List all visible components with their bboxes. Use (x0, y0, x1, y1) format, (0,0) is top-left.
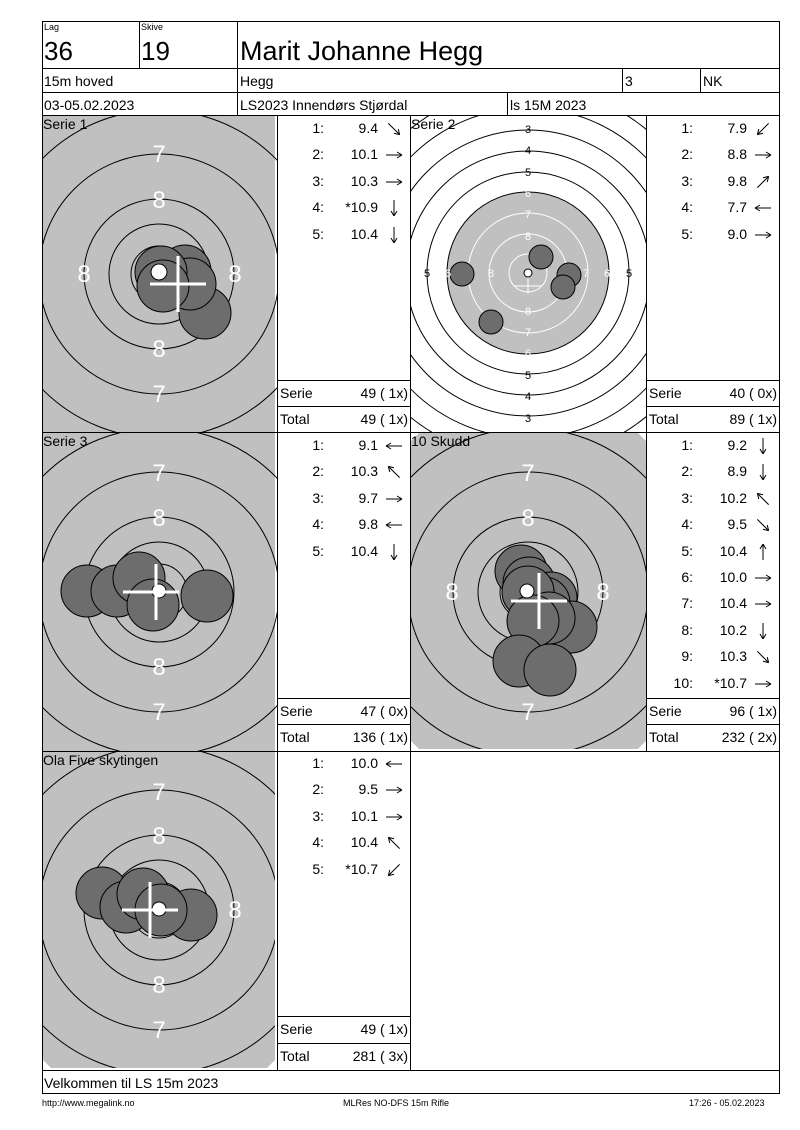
direction-arrow-icon (753, 544, 773, 560)
ring-label-7-bottom: 7 (521, 699, 535, 726)
shot-row (278, 120, 408, 140)
shot-row (647, 490, 777, 510)
shot-score: 9.5 (727, 516, 747, 533)
direction-arrow-icon (384, 147, 404, 163)
direction-arrow-icon (384, 438, 404, 454)
shot-score: 8.9 (727, 463, 747, 480)
total-row (278, 724, 410, 750)
shot-number: 2: (681, 146, 693, 163)
ring-label-7-bottom: 7 (152, 1017, 166, 1044)
ring-label-7-bottom: 7 (152, 699, 166, 726)
ring-label-8-top: 8 (152, 823, 166, 850)
target-serie-1 (43, 116, 277, 432)
shot-number: 3: (312, 172, 324, 189)
nation-code: NK (703, 73, 723, 89)
total-label: Total (649, 411, 679, 427)
target-serie-3-svg (43, 433, 277, 751)
shot-number: 5: (681, 225, 693, 242)
ring-label-6-top: 6 (524, 188, 532, 200)
total-value: 49 ( 1x) (360, 411, 408, 427)
shot-score: 10.1 (350, 807, 378, 824)
target-ola-five (43, 752, 277, 1070)
class-code: 3 (625, 73, 633, 89)
ring-label-4-top: 4 (524, 145, 532, 157)
direction-arrow-icon (384, 491, 404, 507)
total-value: 232 ( 2x) (721, 729, 777, 745)
ring-label-8-top: 8 (152, 187, 166, 214)
shot-score: *10.7 (714, 674, 747, 691)
shot-number: 3: (312, 807, 324, 824)
series-title: Serie 3 (43, 433, 88, 449)
shot-number: 6: (681, 569, 693, 585)
shot-score: 10.4 (350, 542, 378, 559)
shot-score: 10.4 (719, 542, 747, 559)
shot-number: 10: (673, 674, 693, 691)
total-row (278, 1043, 410, 1069)
direction-arrow-icon (753, 200, 773, 216)
footer-url[interactable]: http://www.megalink.no (42, 1098, 135, 1108)
shot-score: 10.4 (719, 595, 747, 612)
direction-arrow-icon (384, 464, 404, 480)
shot-number: 4: (312, 834, 324, 851)
total-row (647, 406, 779, 432)
total-row (278, 406, 410, 432)
ring-label-7-top: 7 (524, 209, 532, 221)
direction-arrow-icon (384, 227, 404, 243)
shot-number: 1: (681, 437, 693, 453)
total-row (647, 724, 779, 750)
shot-row (647, 199, 777, 219)
shot-score: 10.3 (350, 172, 378, 189)
direction-arrow-icon (384, 544, 404, 560)
ring-label-8-top: 8 (152, 505, 166, 532)
shot-score: 10.3 (719, 648, 747, 665)
shot-row (647, 463, 777, 483)
lag-value: 36 (44, 36, 73, 66)
class-name: 15m hoved (44, 73, 114, 89)
skive-label: Skive (141, 22, 164, 32)
ring-label-8-right: 8 (228, 261, 242, 288)
serie-label: Serie (280, 385, 313, 401)
shot-row (647, 516, 777, 536)
shot-score: 10.0 (719, 569, 747, 585)
shot-score: 10.3 (350, 463, 378, 480)
shot-number: 5: (312, 542, 324, 559)
serie-row (278, 380, 410, 406)
serie-row (278, 698, 410, 724)
shot-number: 1: (681, 120, 693, 136)
ring-label-8-bottom: 8 (152, 972, 166, 999)
serie-label: Serie (649, 703, 682, 719)
shot-number: 5: (312, 225, 324, 242)
shot-row (278, 808, 408, 828)
shot-number: 3: (681, 172, 693, 189)
shot-score: 9.0 (727, 225, 747, 242)
shot-score: 10.4 (350, 834, 378, 851)
direction-arrow-icon (384, 756, 404, 772)
target-10-skudd (411, 433, 646, 751)
serie-label: Serie (280, 703, 313, 719)
shot-row (278, 543, 408, 563)
shot-score: 10.0 (350, 755, 378, 771)
shot-row (647, 437, 777, 457)
ring-label-5-bottom: 5 (524, 370, 532, 382)
ring-label-8-left: 8 (445, 579, 459, 606)
shot-score: 10.2 (719, 621, 747, 638)
direction-arrow-icon (384, 174, 404, 190)
ring-label-3-bottom: 3 (524, 413, 532, 425)
direction-arrow-icon (753, 676, 773, 692)
event-date: 03-05.02.2023 (44, 97, 135, 113)
serie-value: 49 ( 1x) (360, 1021, 408, 1037)
shot-row (278, 834, 408, 854)
ring-label-7-top: 7 (521, 460, 535, 487)
shot-number: 4: (681, 516, 693, 533)
ring-label-7-right: 7 (582, 268, 590, 280)
total-label: Total (649, 729, 679, 745)
direction-arrow-icon (384, 121, 404, 137)
total-value: 136 ( 1x) (352, 729, 408, 745)
ring-label-8-right: 8 (228, 897, 242, 924)
direction-arrow-icon (753, 491, 773, 507)
target-serie-3 (43, 433, 277, 751)
shot-row (278, 173, 408, 193)
direction-arrow-icon (753, 623, 773, 639)
total-label: Total (280, 729, 310, 745)
serie-value: 40 ( 0x) (729, 385, 777, 401)
shot-score: 9.2 (727, 437, 747, 453)
shot-number: 4: (312, 199, 324, 216)
direction-arrow-icon (384, 809, 404, 825)
shot-row (278, 199, 408, 219)
ring-label-7-bottom: 7 (152, 381, 166, 408)
shot-number: 5: (312, 860, 324, 877)
ring-label-5-top: 5 (524, 167, 532, 179)
ring-label-7-bottom: 7 (524, 327, 532, 339)
shot-score: 9.8 (727, 172, 747, 189)
series-title: Serie 2 (411, 116, 456, 132)
shot-score: 9.7 (358, 489, 378, 506)
shot-row (278, 755, 408, 775)
shot-score: 10.2 (719, 489, 747, 506)
shot-number: 9: (681, 648, 693, 665)
footer-timestamp: 17:26 - 05.02.2023 (689, 1098, 765, 1108)
serie-label: Serie (649, 385, 682, 401)
series-title: Ola Five skytingen (43, 752, 159, 768)
target-serie-2 (411, 116, 646, 432)
shot-row (647, 173, 777, 193)
direction-arrow-icon (384, 782, 404, 798)
shot-row (278, 490, 408, 510)
ring-label-3-top: 3 (524, 124, 532, 136)
shot-number: 4: (312, 516, 324, 533)
ring-label-8-top: 8 (524, 231, 532, 243)
direction-arrow-icon (384, 835, 404, 851)
target-10-skudd-svg (411, 433, 646, 751)
footer-software: MLRes NO-DFS 15m Rifle (343, 1098, 450, 1108)
shot-list-10-skudd (647, 437, 779, 697)
shot-row (647, 569, 777, 589)
shot-score: *10.9 (345, 199, 378, 216)
shot-row (278, 781, 408, 801)
serie-row (647, 698, 779, 724)
shot-number: 4: (681, 199, 693, 216)
total-value: 281 ( 3x) (352, 1048, 408, 1064)
direction-arrow-icon (753, 227, 773, 243)
ring-label-8-top: 8 (521, 505, 535, 532)
event-name: LS2023 Innendørs Stjørdal (240, 97, 408, 113)
direction-arrow-icon (753, 438, 773, 454)
shot-row (278, 437, 408, 457)
serie-value: 47 ( 0x) (360, 703, 408, 719)
ring-label-8-left: 8 (77, 261, 91, 288)
shot-number: 8: (681, 621, 693, 638)
serie-value: 96 ( 1x) (729, 703, 777, 719)
shot-score: 7.7 (727, 199, 747, 216)
shot-list-ola-five (278, 755, 410, 1015)
total-label: Total (280, 1048, 310, 1064)
shot-row (647, 648, 777, 668)
direction-arrow-icon (753, 596, 773, 612)
shot-row (647, 226, 777, 246)
shot-score: 9.1 (358, 437, 378, 453)
shot-list-serie-1 (278, 120, 410, 380)
shot-score: 8.8 (727, 146, 747, 163)
shot-row (278, 861, 408, 881)
series-title: Serie 1 (43, 116, 88, 132)
target-serie-2-svg (411, 116, 646, 432)
direction-arrow-icon (753, 570, 773, 586)
shot-row (647, 675, 777, 695)
shot-score: *10.7 (345, 860, 378, 877)
shot-row (647, 120, 777, 140)
direction-arrow-icon (753, 649, 773, 665)
shot-row (278, 146, 408, 166)
ring-label-8-bottom: 8 (152, 654, 166, 681)
serie-value: 49 ( 1x) (360, 385, 408, 401)
ring-label-5-right: 5 (625, 268, 633, 280)
discipline-name: ls 15M 2023 (510, 97, 587, 113)
target-ola-five-svg (43, 752, 277, 1070)
shot-number: 1: (312, 755, 324, 771)
shot-row (278, 463, 408, 483)
shot-score: 10.4 (350, 225, 378, 242)
shot-row (647, 146, 777, 166)
ring-label-5-left: 5 (423, 268, 431, 280)
series-title: 10 Skudd (411, 433, 471, 449)
shot-number: 2: (681, 463, 693, 480)
shot-row (647, 595, 777, 615)
shot-row (647, 543, 777, 563)
serie-row (647, 380, 779, 406)
ring-label-6-left: 6 (444, 268, 452, 280)
direction-arrow-icon (384, 862, 404, 878)
shot-number: 7: (681, 595, 693, 612)
serie-label: Serie (280, 1021, 313, 1037)
ring-label-7-top: 7 (152, 779, 166, 806)
ring-label-6-bottom: 6 (524, 348, 532, 360)
shot-score: 7.9 (727, 120, 747, 136)
shot-score: 10.1 (350, 146, 378, 163)
shot-number: 2: (312, 463, 324, 480)
ring-label-8-right: 8 (596, 579, 610, 606)
ring-label-4-bottom: 4 (524, 391, 532, 403)
shot-number: 1: (312, 437, 324, 453)
direction-arrow-icon (753, 147, 773, 163)
shot-number: 5: (681, 542, 693, 559)
shot-row (647, 622, 777, 642)
shot-score: 9.5 (358, 781, 378, 798)
direction-arrow-icon (753, 174, 773, 190)
lag-label: Lag (44, 22, 60, 32)
total-value: 89 ( 1x) (729, 411, 777, 427)
ring-label-7-top: 7 (152, 141, 166, 168)
serie-row (278, 1016, 410, 1042)
welcome-message: Velkommen til LS 15m 2023 (44, 1075, 219, 1091)
shot-list-serie-3 (278, 437, 410, 697)
ring-label-6-right: 6 (603, 268, 611, 280)
skive-value: 19 (141, 36, 170, 66)
shot-number: 3: (681, 489, 693, 506)
direction-arrow-icon (384, 200, 404, 216)
shot-number: 2: (312, 146, 324, 163)
direction-arrow-icon (384, 517, 404, 533)
shot-score: 9.4 (358, 120, 378, 136)
shot-score: 9.8 (358, 516, 378, 533)
ring-label-8-bottom: 8 (152, 336, 166, 363)
direction-arrow-icon (753, 517, 773, 533)
ring-label-7-top: 7 (152, 460, 166, 487)
shot-list-serie-2 (647, 120, 779, 380)
shot-number: 3: (312, 489, 324, 506)
shot-row (278, 516, 408, 536)
direction-arrow-icon (753, 464, 773, 480)
shot-row (278, 226, 408, 246)
ring-label-8-bottom: 8 (524, 306, 532, 318)
total-label: Total (280, 411, 310, 427)
target-serie-1-svg (43, 116, 277, 432)
shot-number: 1: (312, 120, 324, 136)
shot-number: 2: (312, 781, 324, 798)
club-name: Hegg (240, 73, 274, 89)
shooter-name: Marit Johanne Hegg (240, 36, 484, 66)
direction-arrow-icon (753, 121, 773, 137)
ring-label-8-left: 8 (487, 268, 495, 280)
